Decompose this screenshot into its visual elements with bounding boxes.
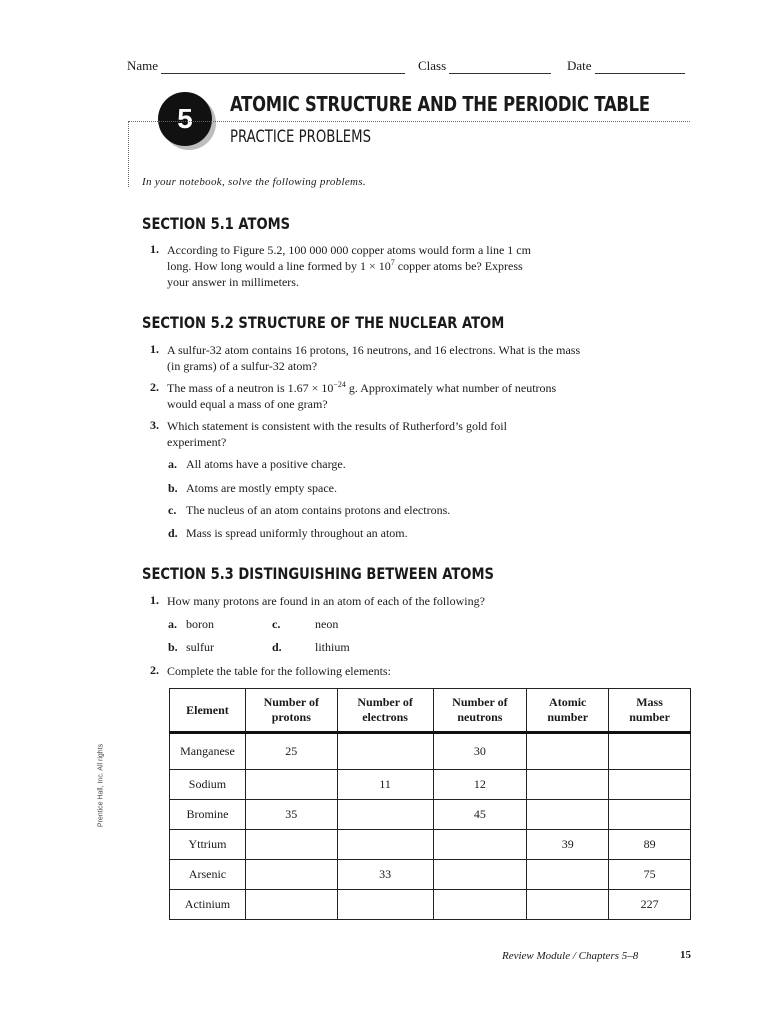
chapter-number-badge: 5 bbox=[158, 92, 212, 146]
name-label: Name bbox=[127, 58, 159, 73]
option-letter: d. bbox=[168, 526, 178, 540]
question-number: 1. bbox=[150, 593, 159, 607]
table-cell[interactable] bbox=[337, 800, 433, 830]
table-row bbox=[170, 800, 691, 830]
option-text: sulfur bbox=[186, 640, 214, 654]
banner-vertical-divider bbox=[128, 121, 129, 187]
option-text: boron bbox=[186, 617, 214, 631]
footer-text: Review Module / Chapters 5–8 bbox=[502, 950, 639, 962]
question-5-2-3: Which statement is consistent with the results of Rutherford’s gold foil experiment? bbox=[167, 419, 507, 449]
table-cell: Actinium bbox=[170, 890, 246, 920]
table-row bbox=[170, 733, 691, 770]
table-cell[interactable] bbox=[527, 890, 609, 920]
question-number: 1. bbox=[150, 342, 159, 356]
table-cell[interactable] bbox=[609, 800, 691, 830]
table-cell[interactable]: 45 bbox=[433, 800, 527, 830]
table-cell[interactable] bbox=[245, 890, 337, 920]
question-line: According to Figure 5.2, 100 000 000 copper atoms would form a line 1 cm bbox=[167, 243, 531, 257]
question-number: 1. bbox=[150, 242, 159, 256]
option-letter: c. bbox=[272, 617, 281, 631]
question-5-2-1: A sulfur-32 atom contains 16 protons, 16 neutrons, and 16 electrons. What is the mass (in grams) of a sulfur-32 atom? bbox=[167, 343, 581, 373]
column-header: Number of protons bbox=[245, 689, 337, 733]
column-header: Element bbox=[170, 689, 246, 733]
table-cell: Manganese bbox=[170, 733, 246, 770]
banner-divider bbox=[128, 121, 690, 122]
question-line: your answer in millimeters. bbox=[167, 275, 299, 289]
table-cell[interactable] bbox=[527, 800, 609, 830]
table-cell[interactable]: 227 bbox=[609, 890, 691, 920]
option-text: lithium bbox=[315, 640, 350, 654]
date-label: Date bbox=[567, 58, 592, 73]
table-cell[interactable] bbox=[433, 860, 527, 890]
table-row bbox=[170, 890, 691, 920]
question-number: 3. bbox=[150, 418, 159, 432]
table-cell[interactable] bbox=[245, 830, 337, 860]
option-text: Mass is spread uniformly throughout an atom. bbox=[186, 526, 408, 540]
section-5-1-title: SECTION 5.1 ATOMS bbox=[142, 214, 291, 233]
table-cell[interactable] bbox=[527, 733, 609, 770]
chapter-subtitle: PRACTICE PROBLEMS bbox=[230, 127, 372, 147]
table-cell[interactable]: 89 bbox=[609, 830, 691, 860]
instructions: In your notebook, solve the following problems. bbox=[142, 176, 366, 188]
option-letter: d. bbox=[272, 640, 282, 654]
table-cell[interactable] bbox=[527, 770, 609, 800]
table-cell: Sodium bbox=[170, 770, 246, 800]
option-letter: c. bbox=[168, 503, 177, 517]
table-cell[interactable] bbox=[245, 770, 337, 800]
elements-table bbox=[169, 688, 691, 920]
class-field bbox=[418, 58, 551, 74]
option-text: neon bbox=[315, 617, 339, 631]
table-cell[interactable] bbox=[609, 770, 691, 800]
column-header: Atomic number bbox=[527, 689, 609, 733]
section-5-3-title: SECTION 5.3 DISTINGUISHING BETWEEN ATOMS bbox=[142, 564, 494, 583]
question-5-2-2: The mass of a neutron is $1.67 \times 10^{-24}$ g. Approximately what number of neutrons would equal a mass of one gram? bbox=[167, 380, 557, 411]
question-number: 2. bbox=[150, 380, 159, 394]
column-header: Mass number bbox=[609, 689, 691, 733]
table-cell[interactable] bbox=[337, 733, 433, 770]
option-text: All atoms have a positive charge. bbox=[186, 457, 346, 471]
table-cell[interactable]: 33 bbox=[337, 860, 433, 890]
table-cell[interactable]: 35 bbox=[245, 800, 337, 830]
date-line[interactable] bbox=[595, 60, 685, 74]
option-letter: b. bbox=[168, 640, 178, 654]
table-cell: Bromine bbox=[170, 800, 246, 830]
table-cell[interactable] bbox=[337, 830, 433, 860]
option-text: Atoms are mostly empty space. bbox=[186, 481, 337, 495]
date-field bbox=[567, 58, 685, 74]
table-cell[interactable] bbox=[433, 830, 527, 860]
question-line: long. How long would a line formed by $1 \times 10^7$ copper atoms be? Express bbox=[167, 258, 523, 273]
table-header-row bbox=[170, 689, 691, 733]
name-line[interactable] bbox=[161, 60, 405, 74]
column-header: Number of electrons bbox=[337, 689, 433, 733]
table-cell[interactable]: 25 bbox=[245, 733, 337, 770]
table-cell[interactable]: 12 bbox=[433, 770, 527, 800]
table-cell[interactable]: 11 bbox=[337, 770, 433, 800]
table-row bbox=[170, 860, 691, 890]
table-cell[interactable] bbox=[337, 890, 433, 920]
table-cell[interactable]: 30 bbox=[433, 733, 527, 770]
column-header: Number of neutrons bbox=[433, 689, 527, 733]
table-cell: Yttrium bbox=[170, 830, 246, 860]
table-cell: Arsenic bbox=[170, 860, 246, 890]
question-5-3-1: How many protons are found in an atom of each of the following? bbox=[167, 594, 485, 608]
option-letter: a. bbox=[168, 617, 177, 631]
table-cell[interactable]: 75 bbox=[609, 860, 691, 890]
class-label: Class bbox=[418, 58, 447, 73]
page-number: 15 bbox=[680, 949, 691, 961]
name-field bbox=[127, 58, 405, 74]
section-5-2-title: SECTION 5.2 STRUCTURE OF THE NUCLEAR ATOM bbox=[142, 313, 505, 332]
table-row bbox=[170, 830, 691, 860]
table-cell[interactable] bbox=[527, 860, 609, 890]
copyright-credit: Prentice Hall, Inc. All rights bbox=[97, 743, 105, 828]
option-letter: b. bbox=[168, 481, 178, 495]
table-cell[interactable] bbox=[433, 890, 527, 920]
question-5-3-2: Complete the table for the following elements: bbox=[167, 664, 391, 678]
option-text: The nucleus of an atom contains protons and electrons. bbox=[186, 503, 451, 517]
table-row bbox=[170, 770, 691, 800]
chapter-title: ATOMIC STRUCTURE AND THE PERIODIC TABLE bbox=[230, 92, 650, 116]
question-number: 2. bbox=[150, 663, 159, 677]
table-cell[interactable] bbox=[245, 860, 337, 890]
class-line[interactable] bbox=[449, 60, 551, 74]
table-cell[interactable]: 39 bbox=[527, 830, 609, 860]
question-5-1-1 bbox=[167, 242, 597, 290]
option-letter: a. bbox=[168, 457, 177, 471]
table-cell[interactable] bbox=[609, 733, 691, 770]
